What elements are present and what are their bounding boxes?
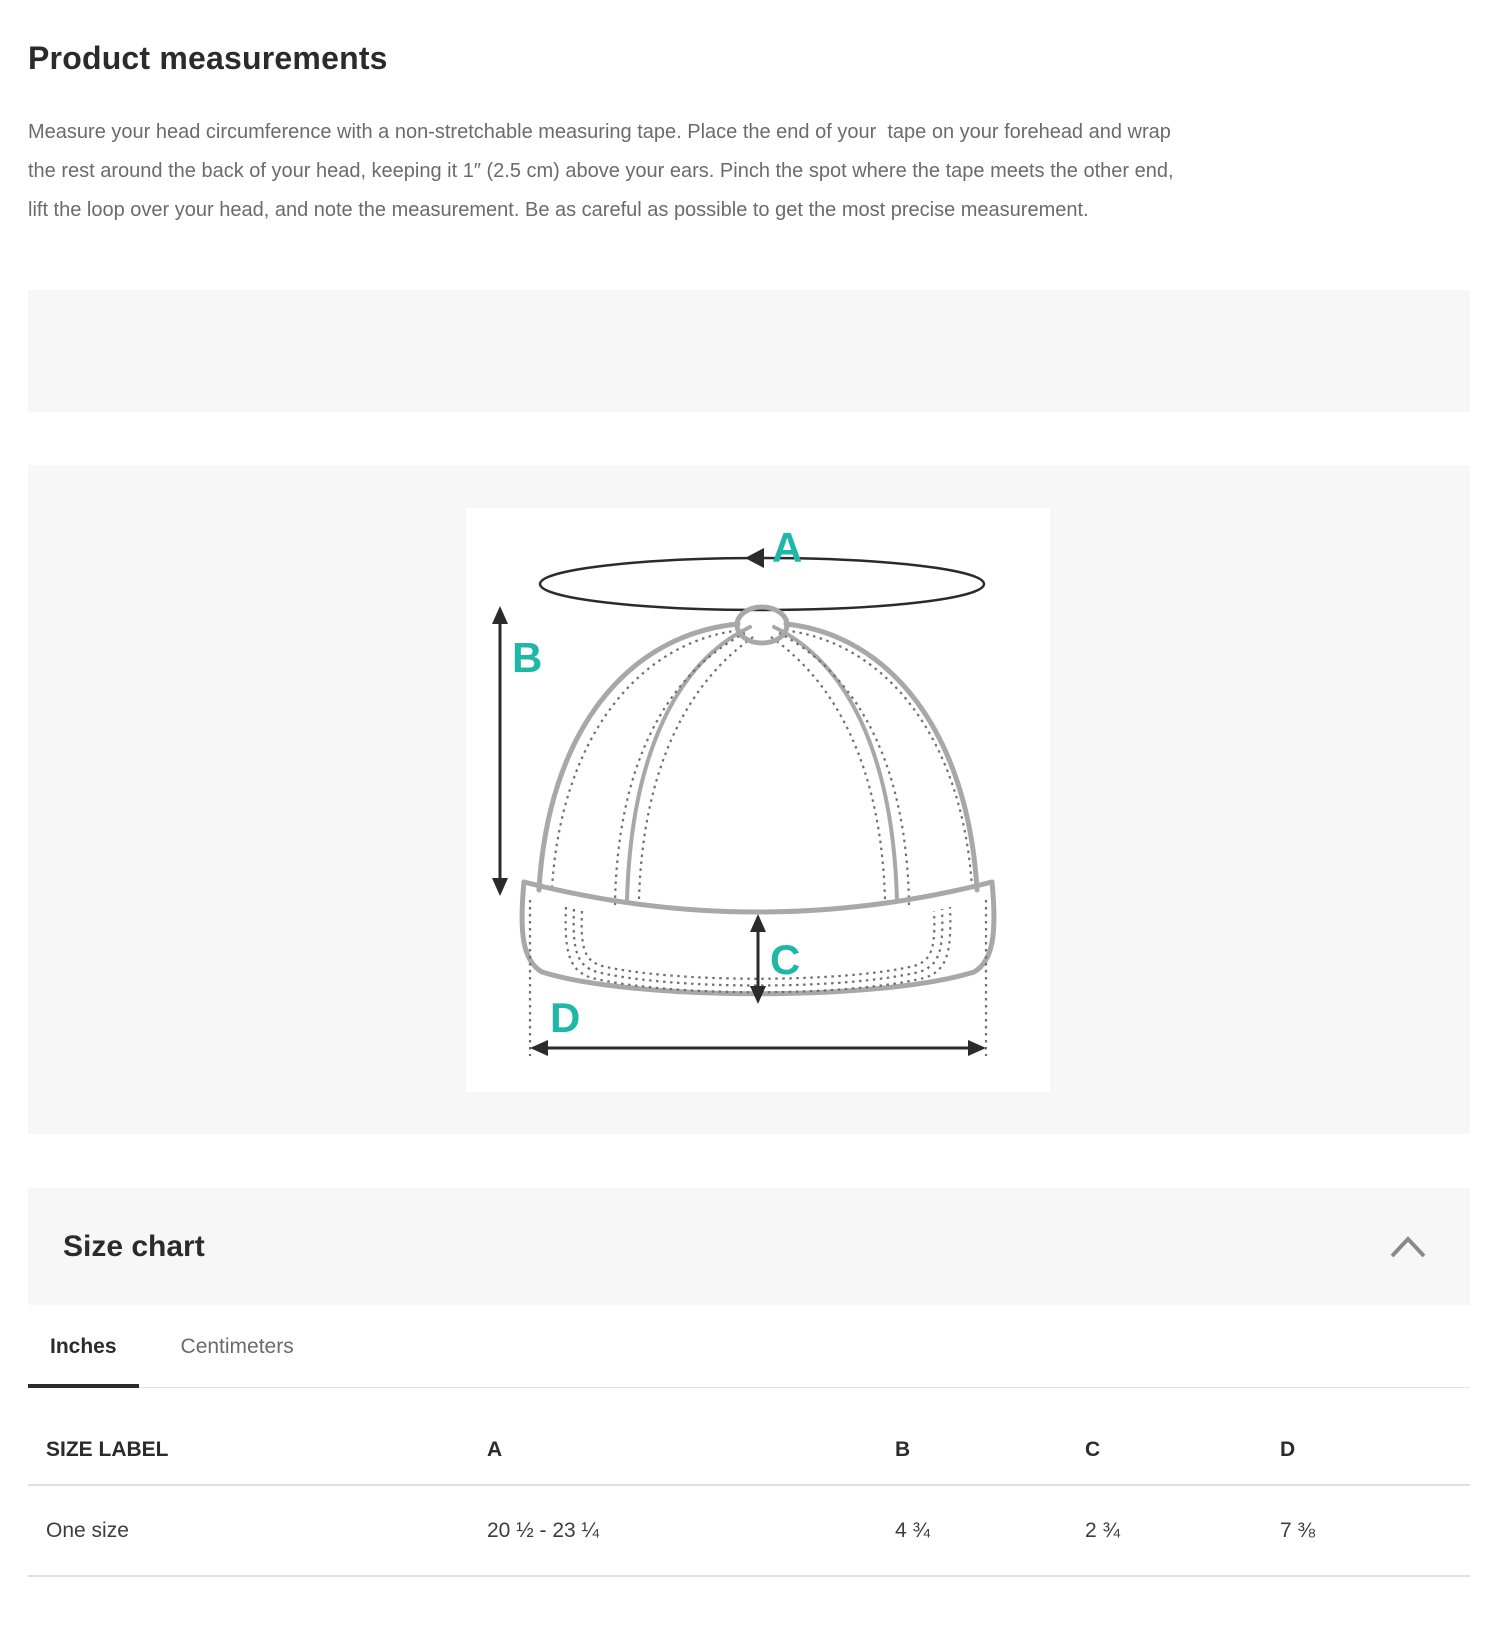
arrowhead-icon [750,914,766,932]
diagram-panel [28,465,1470,1134]
hat-measurement-diagram [466,508,1050,1092]
size-chart-title: Size chart [63,1229,205,1263]
instructions-line: the rest around the back of your head, keeping it 1″ (2.5 cm) above your ears. Pinch the spot where the tape meets the other end, [28,160,1174,182]
circumference-measure-a [540,524,984,610]
height-measure-b [492,606,542,896]
column-header-size-label: SIZE LABEL [46,1438,169,1461]
instructions-line: Measure your head circumference with a non-stretchable measuring tape. Place the end of your tape on your forehead and wrap [28,121,1171,143]
cell-a: 20 ½ - 23 ¼ [487,1518,600,1542]
chevron-up-icon [1388,1234,1428,1260]
column-header-b: B [895,1438,911,1461]
diagram-label-c: C [770,935,801,983]
instructions-line: lift the loop over your head, and note the measurement. Be as careful as possible to get the most precise measurement. [28,199,1089,221]
tab-inches[interactable]: Inches [28,1305,139,1388]
diagram-label-a: A [772,523,803,571]
content-placeholder-panel [28,290,1470,412]
diagram-label-b: B [512,633,543,681]
hat-diagram-svg [466,508,1050,1092]
arrowhead-icon [492,878,508,896]
arrowhead-icon [530,1040,548,1056]
cell-b: 4 ¾ [895,1518,931,1542]
arrowhead-icon [968,1040,986,1056]
tab-centimeters[interactable]: Centimeters [159,1305,316,1388]
measure-instructions [28,113,1470,230]
cell-d: 7 ⅜ [1280,1518,1316,1542]
units-tabs [28,1305,1470,1388]
arrowhead-icon [492,606,508,624]
size-chart-table [28,1388,1470,1577]
size-chart-header [28,1188,1470,1305]
collapse-section-button[interactable] [1384,1230,1432,1264]
column-header-d: D [1280,1438,1296,1461]
main-content [28,40,1470,1577]
cell-size-label: One size [46,1518,129,1542]
cell-c: 2 ¾ [1085,1518,1121,1542]
band-measure-c [750,914,800,1004]
table-header-row [28,1388,1470,1484]
arrowhead-icon [745,548,764,568]
column-header-c: C [1085,1438,1101,1461]
table-divider [28,1575,1470,1577]
diagram-label-d: D [550,993,581,1041]
column-header-a: A [487,1438,503,1461]
page-title: Product measurements [28,40,388,76]
table-row [28,1486,1470,1575]
